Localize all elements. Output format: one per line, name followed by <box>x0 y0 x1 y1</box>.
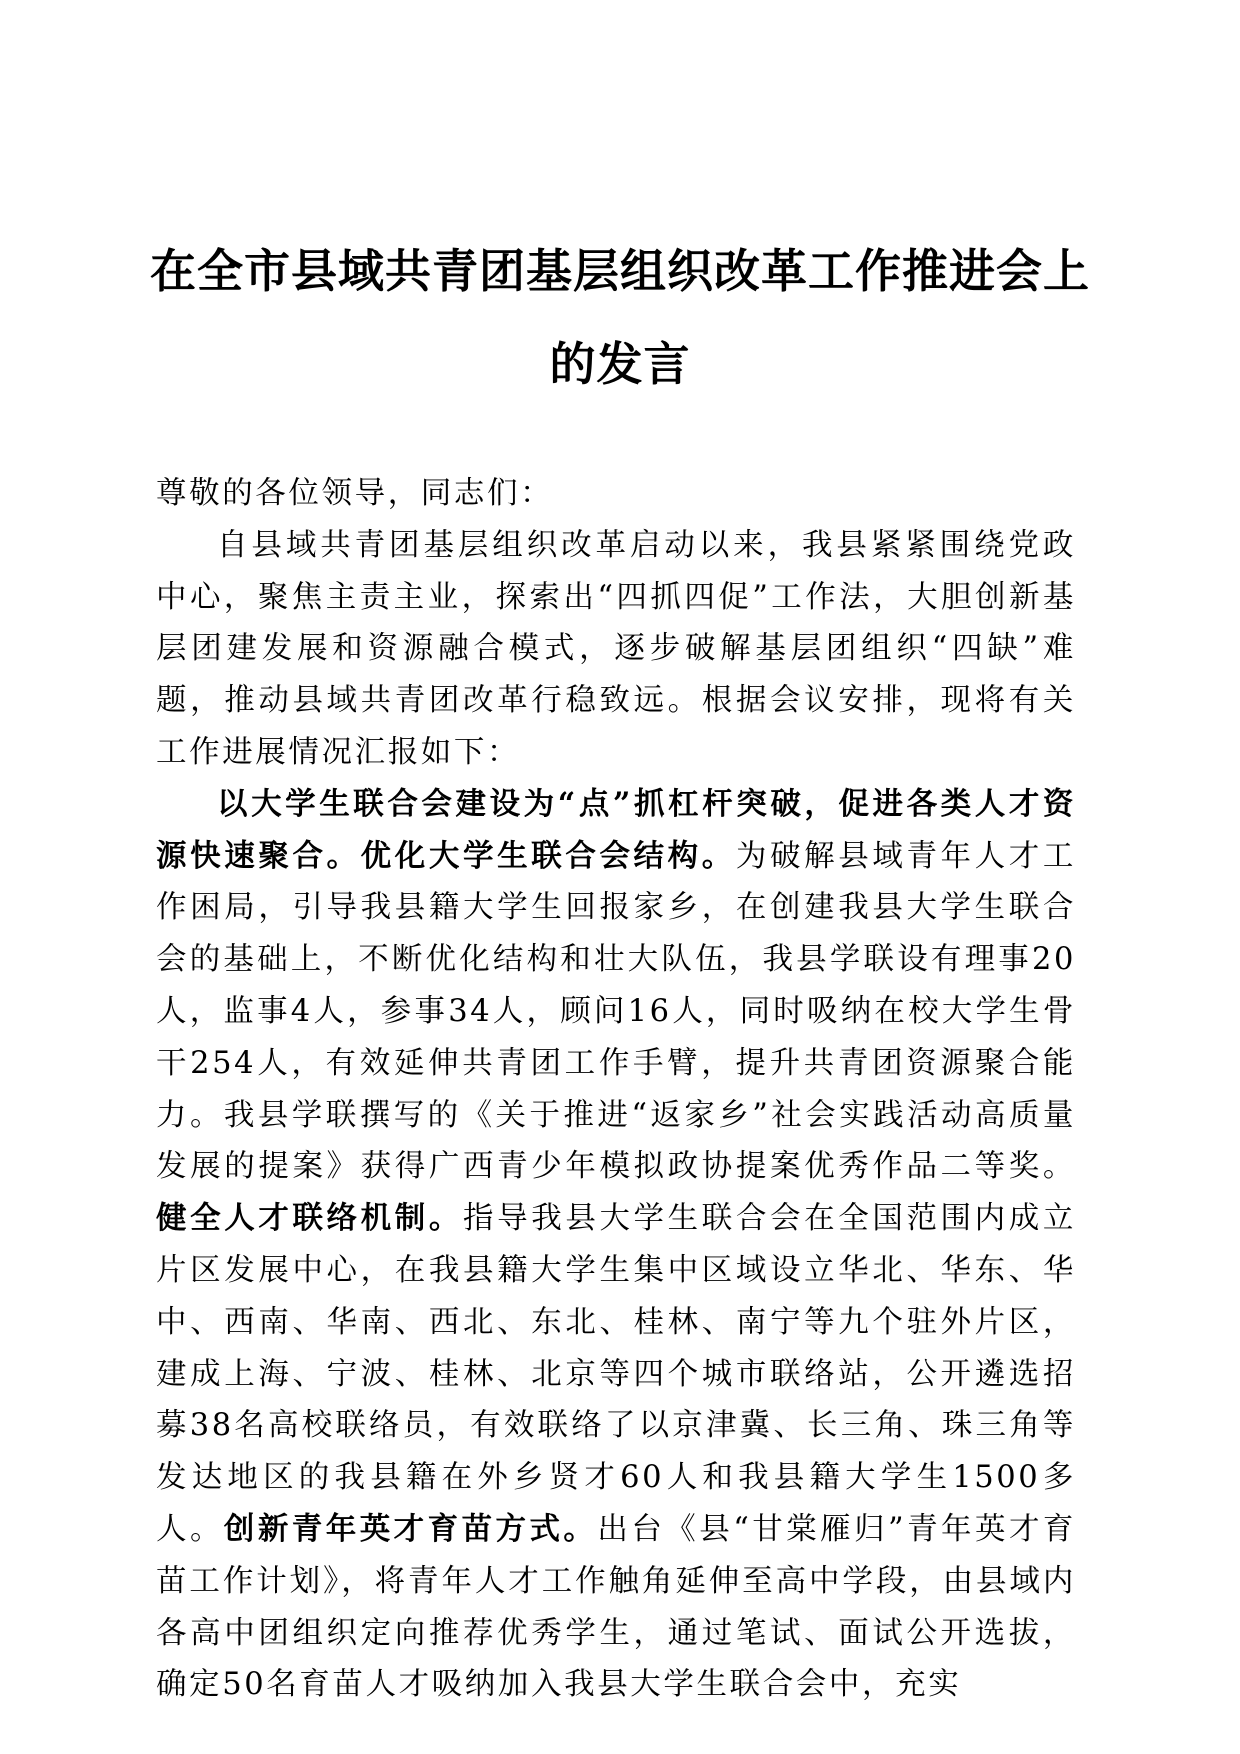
section-1-heading: 以大学生联合会建设为“点”抓杠杆突破，促进各类人才资源快速聚合。 <box>156 785 1076 874</box>
title-line-1: 在全市县域共青团基层组织改革工作推进会上 <box>150 244 1090 298</box>
section-1-sub-3-title: 创新青年英才育苗方式。 <box>223 1510 598 1547</box>
section-1-paragraph <box>156 779 1076 1711</box>
section-1-sub-2-title: 健全人才联络机制。 <box>156 1200 463 1237</box>
section-1-sub-2-text: 指导我县大学生联合会在全国范围内成立片区发展中心，在我县籍大学生集中区域设立华北、华东、华中、西南、华南、西北、东北、桂林、南宁等九个驻外片区，建成上海、宁波、桂林、北京等四个城市联络站，公开遴选招募38名高校联络员，有效联络了以京津冀、长三角、珠三角等发达地区的我县籍在外乡贤才60人和我县籍大学生1500多人。 <box>156 1201 1076 1547</box>
section-1-sub-3-text: 出台《县“甘棠雁归”青年英才育苗工作计划》，将青年人才工作触角延伸至高中学段，由县域内各高中团组织定向推荐优秀学生，通过笔试、面试公开选拔，确定50名育苗人才吸纳加入我县大学生联合会中，充实 <box>156 1511 1077 1703</box>
section-1-sub-1-text: 为破解县域青年人才工作困局，引导我县籍大学生回报家乡，在创建我县大学生联合会的基础上，不断优化结构和壮大队伍，我县学联设有理事20人，监事4人，参事34人，顾问16人，同时吸纳在校大学生骨干254人，有效延伸共青团工作手臂，提升共青团资源聚合能力。我县学联撰写的《关于推进“返家乡”社会实践活动高质量发展的提案》获得广西青少年模拟政协提案优秀作品二等奖。 <box>156 838 1076 1185</box>
document-body <box>156 468 1076 1711</box>
document-title <box>150 225 1090 411</box>
section-1-sub-1-title: 优化大学生联合会结构。 <box>360 837 736 874</box>
intro-paragraph: 自县域共青团基层组织改革启动以来，我县紧紧围绕党政中心，聚焦主责主业，探索出“四抓四促”工作法，大胆创新基层团建发展和资源融合模式，逐步破解基层团组织“四缺”难题，推动县域共青团改革行稳致远。根据会议安排，现将有关工作进展情况汇报如下： <box>156 527 1076 770</box>
salutation: 尊敬的各位领导，同志们： <box>156 476 554 511</box>
title-line-2: 的发言 <box>549 337 691 391</box>
